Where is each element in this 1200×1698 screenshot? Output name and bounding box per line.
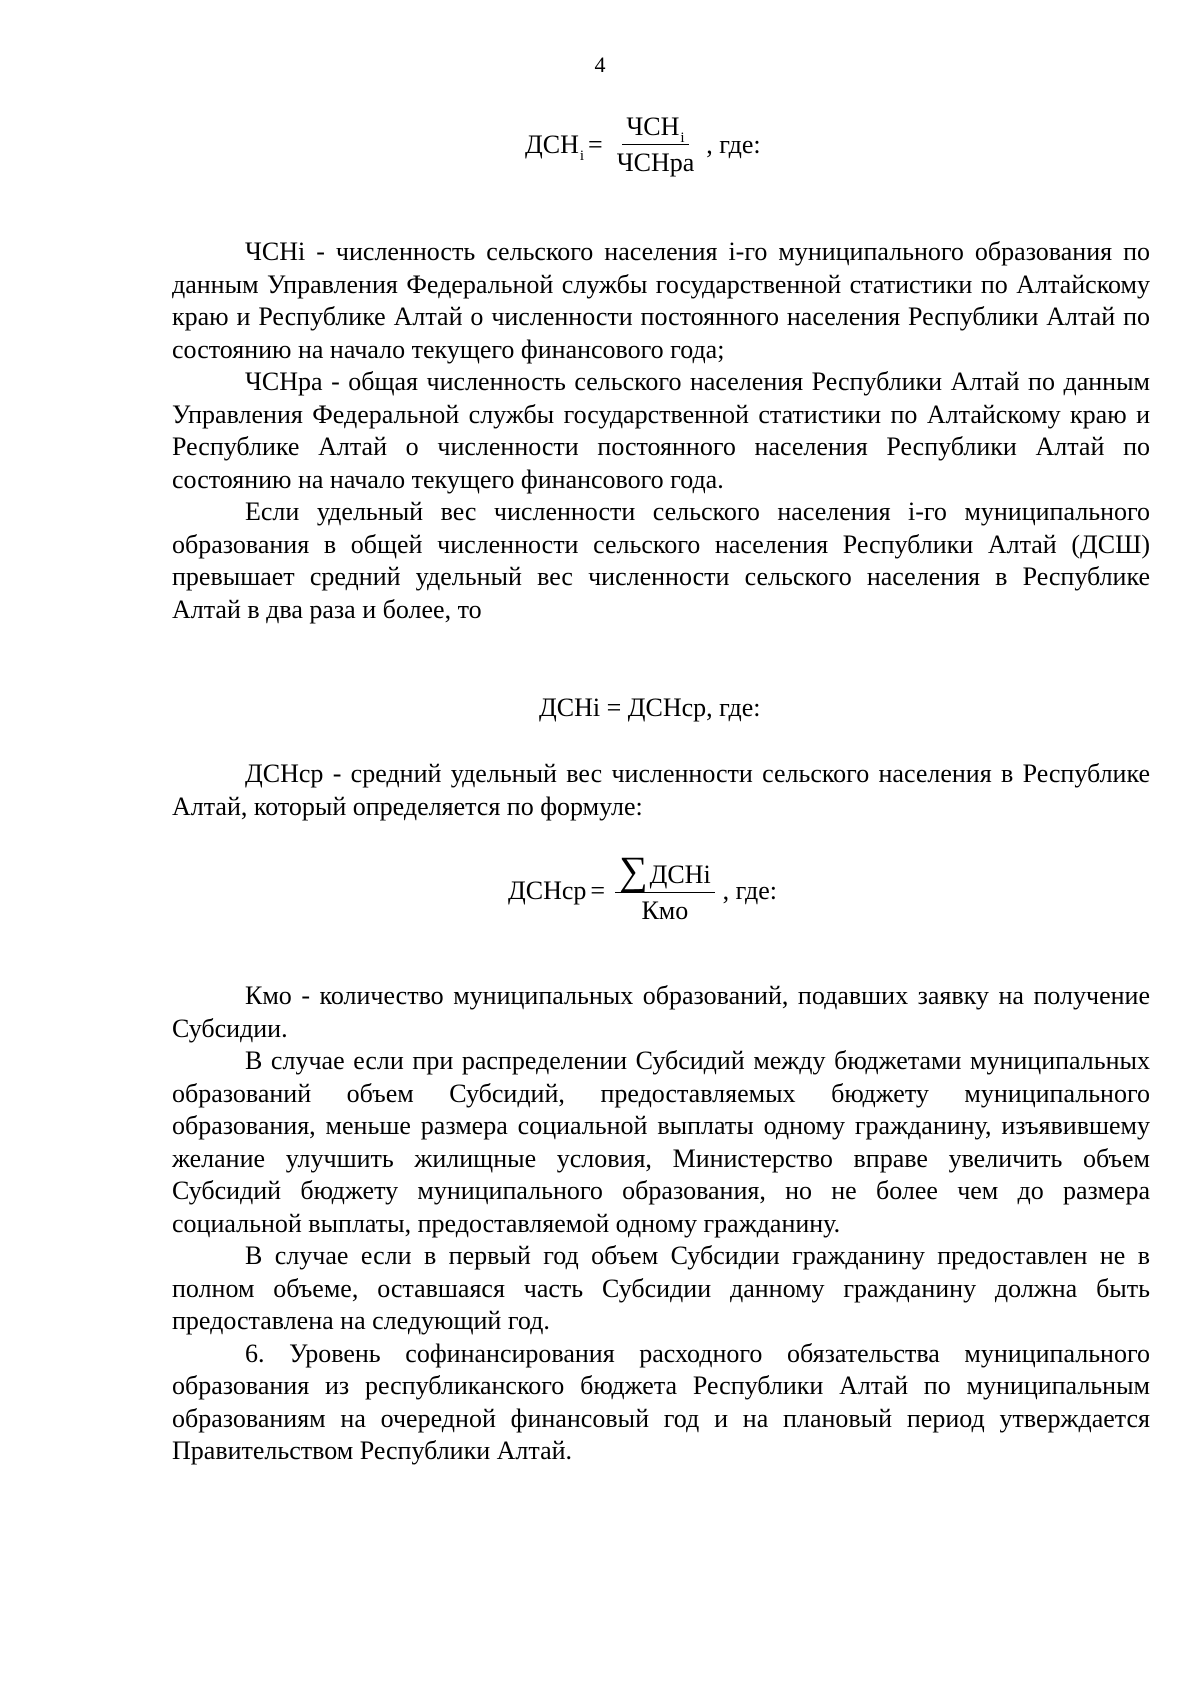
formula-dsn-equality: ДСНi = ДСНср, где: [539,693,761,722]
sigma-icon: ∑ [619,848,648,893]
text-block-3 [172,980,1150,1468]
equals-sign: = [590,875,606,905]
paragraph-chsn-i: ЧСНi - численность сельского населения i-го муниципального образования по данным Управления Федеральной службы государственной статистики по Алтайскому краю и Республике Алтай о численности постоянного населения Республики Алтай по состоянию на начало текущего финансового года; [172,237,1150,364]
fraction-denominator: ЧСНра [616,148,695,177]
paragraph-dsn-sr: ДСНср - средний удельный вес численности сельского населения в Республике Алтай, который определяется по формуле: [172,759,1150,821]
paragraph-kmo: Кмо - количество муниципальных образований, подавших заявку на получение Субсидии. [172,981,1150,1043]
paragraph-distribution: В случае если при распределении Субсидий между бюджетами муниципальных образований объем Субсидий, предоставляемых бюджету муниципального образования, меньше размера социальной выплаты одному гражданину, изъявившему желание улучшить жилищные условия, Министерство вправе увеличить объем Субсидий бюджету муниципального образования, но не более чем до размера социальной выплаты, предоставляемой одному гражданину. [172,1046,1150,1238]
formula-lhs: ДСНср [508,875,587,905]
fraction [615,848,715,926]
paragraph-chsn-ra: ЧСНра - общая численность сельского населения Республики Алтай по данным Управления Федеральной службы государственной статистики по Алтайскому краю и Республике Алтай о численности постоянного населения Республики Алтай по состоянию на начало текущего финансового года. [172,367,1150,494]
fraction [613,112,699,178]
paragraph-condition: Если удельный вес численности сельского населения i-го муниципального образования в общей численности сельского населения Республики Алтай (ДСШ) превышает средний удельный вес численности сельского населения в Республике Алтай в два раза и более, то [172,497,1150,624]
formula-tail: , где: [722,875,778,905]
paragraph-cofinancing: 6. Уровень софинансирования расходного обязательства муниципального образования из республиканского бюджета Республики Алтай по муниципальным образованиям на очередной финансовый год и на плановый период утверждается Правительством Республики Алтай. [172,1338,1150,1465]
equals-sign: = [588,130,603,159]
fraction-denominator: Кмо [641,896,689,925]
fraction-numerator: ∑ДСНi [615,855,715,893]
formula-tail: , где: [706,130,761,159]
formula-dsn-sr [508,848,778,926]
text-block-2 [172,758,1150,823]
formula-dsn-i [525,112,761,178]
formula-lhs: $ДСН_i$ [525,130,585,164]
page-number: 4 [594,52,606,77]
paragraph-first-year: В случае если в первый год объем Субсидии гражданину предоставлен не в полном объеме, оставшаяся часть Субсидии данному гражданину должна быть предоставлена на следующий год. [172,1241,1150,1335]
text-block-1 [172,236,1150,626]
fraction-numerator: $ЧСН_i$ [622,112,688,145]
